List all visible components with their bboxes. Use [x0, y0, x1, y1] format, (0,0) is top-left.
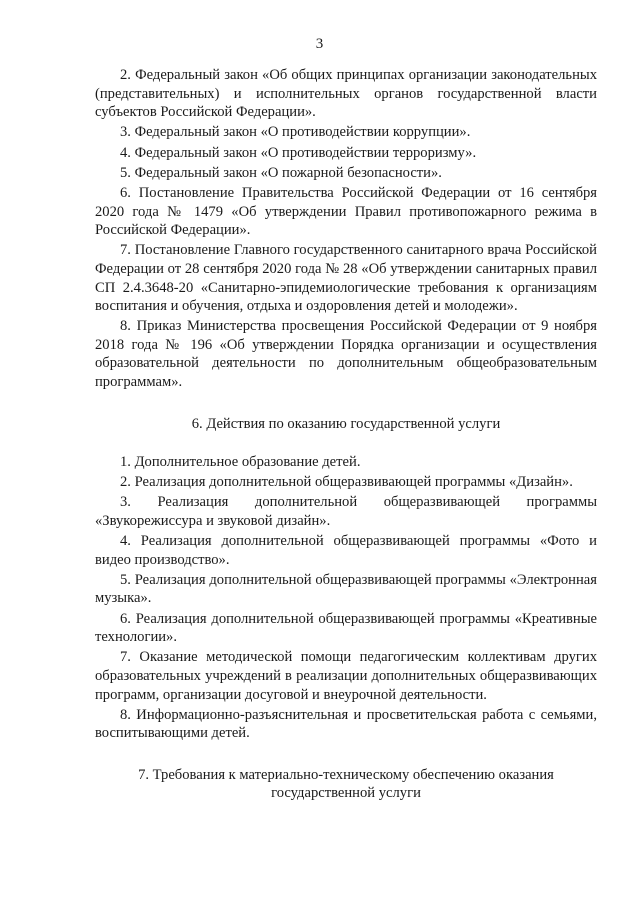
section-7-title-line-2: государственной услуги: [271, 785, 421, 802]
section-6-item-3: 3. Реализация дополнительной общеразвивающей программы «Звукорежиссура и звуковой дизайн».: [95, 494, 597, 529]
section-6-item-2: 2. Реализация дополнительной общеразвивающей программы «Дизайн».: [120, 474, 573, 491]
section-6-item-5: 5. Реализация дополнительной общеразвивающей программы «Электронная музыка».: [95, 571, 597, 607]
section-6-item-7: 7. Оказание методической помощи педагогическим коллективам других образовательных учреждений в реализации дополнительных общеразвивающих программ, организации досуговой и внеурочной деятельности.: [95, 649, 597, 703]
section-6-item-1: 1. Дополнительное образование детей.: [120, 453, 361, 470]
section-6-item-8: 8. Информационно-разъяснительная и просветительская работа с семьями, воспитывающими детей.: [95, 706, 597, 742]
document-body: [95, 66, 597, 803]
list-item-law-8: 8. Приказ Министерства просвещения Российской Федерации от 9 ноября 2018 года № 196 «Об утверждении Порядка организации и осуществления образовательной деятельности по дополнительным общеобразовательным программам».: [95, 318, 597, 391]
page-number: 3: [315, 36, 324, 52]
list-item-law-3: 3. Федеральный закон «О противодействии коррупции».: [120, 124, 471, 141]
list-item-law-2: 2. Федеральный закон «Об общих принципах организации законодательных (представительных) и исполнительных органов государственной власти субъектов Российской Федерации».: [95, 67, 597, 121]
section-6-item-6: 6. Реализация дополнительной общеразвивающей программы «Креативные технологии».: [95, 610, 597, 646]
list-item-law-5: 5. Федеральный закон «О пожарной безопасности».: [120, 164, 442, 181]
section-6-item-4: 4. Реализация дополнительной общеразвивающей программы «Фото и видео производство».: [95, 533, 597, 568]
list-item-law-6: 6. Постановление Правительства Российской Федерации от 16 сентября 2020 года № 1479 «Об утверждении Правил противопожарного режима в Российской Федерации».: [95, 184, 597, 239]
list-item-law-4: 4. Федеральный закон «О противодействии терроризму».: [120, 144, 477, 161]
section-6-title: 6. Действия по оказанию государственной услуги: [191, 416, 501, 433]
section-7-title-line-1: 7. Требования к материально-техническому обеспечению оказания: [138, 766, 554, 783]
list-item-law-7: 7. Постановление Главного государственного санитарного врача Российской Федерации от 28 сентября 2020 года № 28 «Об утверждении санитарных правил СП 2.4.3648-20 «Санитарно-эпидемиологические требования к организациям воспитания и обучения, отдыха и оздоровления детей и молодежи».: [95, 242, 597, 315]
